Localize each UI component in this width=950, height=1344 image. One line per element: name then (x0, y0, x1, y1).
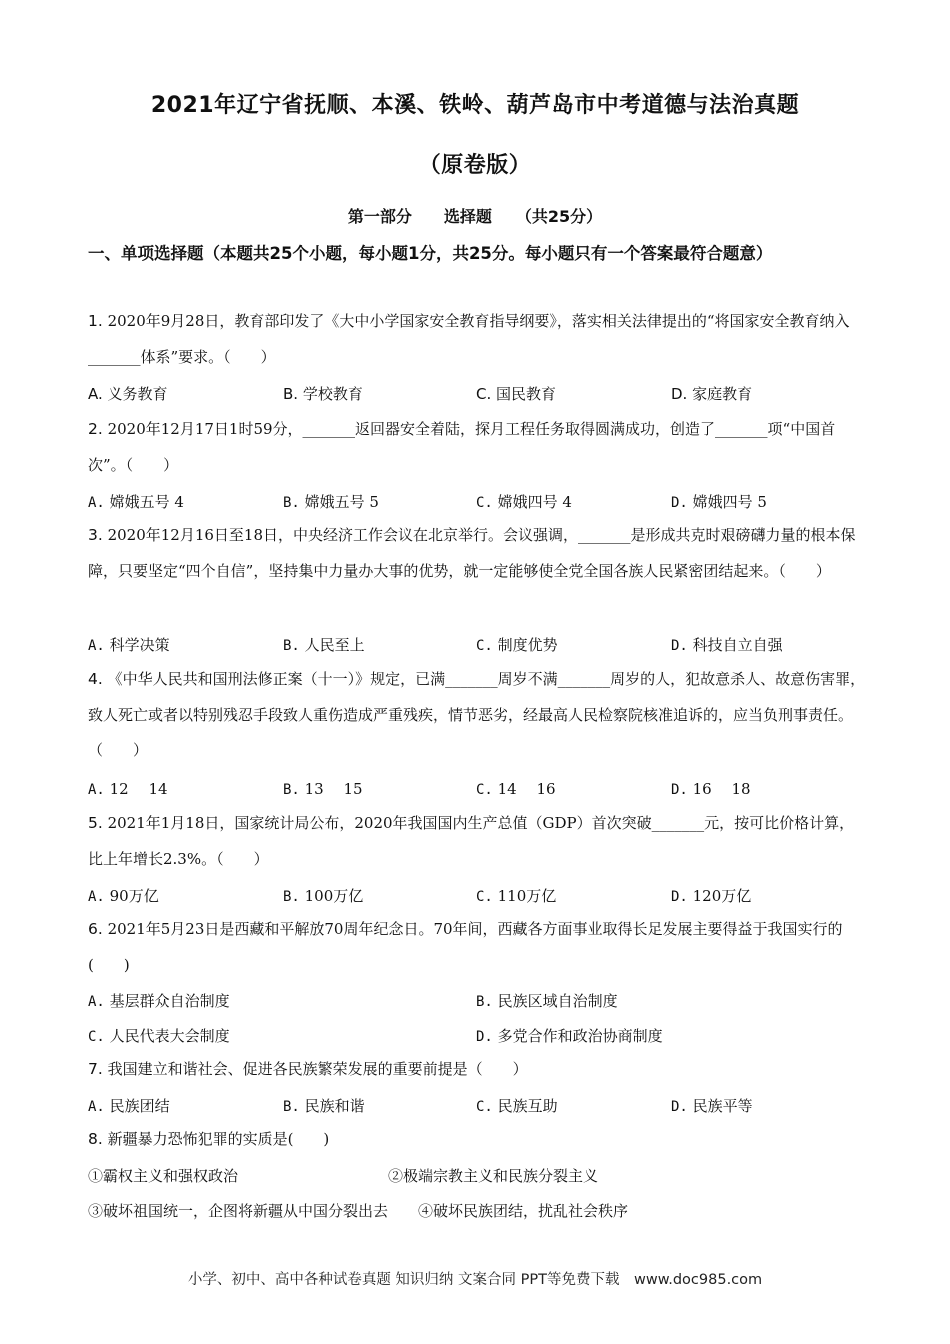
option-d: D. 科技自立自强 (671, 636, 783, 654)
option-b: B. 嫦娥五号 5 (283, 493, 379, 511)
question-4-options (88, 778, 868, 806)
option-c: C. 嫦娥四号 4 (476, 493, 572, 511)
question-8 (88, 1122, 868, 1158)
question-8-items-row1 (88, 1165, 868, 1193)
page-footer: 小学、初中、高中各种试卷真题 知识归纳 文案合同 PPT等免费下载 www.doc985.com (187, 1272, 763, 1288)
question-stem: 新疆暴力恐怖犯罪的实质是( ) (102, 1130, 330, 1148)
question-5-options (88, 885, 868, 913)
question-7 (88, 1052, 868, 1088)
question-2 (88, 412, 868, 483)
document-subtitle: （原卷版） (418, 153, 532, 178)
option-b: B. 13 15 (283, 780, 363, 798)
option-d: D. 家庭教育 (671, 385, 753, 403)
question-stem: 2021年1月18日，国家统计局公布，2020年我国国内生产总值（GDP）首次突破_______元，按可比价格计算，比上年增长2.3%。（ ） (88, 814, 855, 868)
statement-2: ②极端宗教主义和民族分裂主义 (388, 1167, 599, 1185)
question-number: 2. (88, 420, 103, 438)
option-c: C. 人民代表大会制度 (88, 1027, 230, 1045)
option-b: B. 100万亿 (283, 887, 364, 905)
statement-4: ④破坏民族团结，扰乱社会秩序 (418, 1202, 629, 1220)
question-stem: 2020年12月16日至18日，中央经济工作会议在北京举行。会议强调，_______是形成共克时艰磅礴力量的根本保障，只要坚定“四个自信”，坚持集中力量办大事的优势，就一定能够使全党全国各族人民紧密团结起来。（ ） (88, 526, 856, 580)
option-b: B. 学校教育 (283, 385, 363, 403)
question-number: 4. (88, 670, 103, 688)
option-a: A. 义务教育 (88, 385, 168, 403)
section-heading: 一、单项选择题（本题共25个小题，每小题1分，共25分。每小题只有一个答案最符合题意） (88, 244, 773, 263)
option-a: A. 嫦娥五号 4 (88, 493, 184, 511)
option-c: C. 制度优势 (476, 636, 558, 654)
question-2-options (88, 491, 868, 519)
question-number: 1. (88, 312, 103, 330)
question-6 (88, 912, 868, 983)
option-a: A. 90万亿 (88, 887, 159, 905)
question-stem: 2020年9月28日，教育部印发了《大中小学国家安全教育指导纲要》，落实相关法律提出的“将国家安全教育纳入_______体系”要求。（ ） (88, 312, 850, 366)
question-stem: 我国建立和谐社会、促进各民族繁荣发展的重要前提是（ ） (102, 1060, 528, 1078)
option-a: A. 12 14 (88, 780, 168, 798)
question-7-options (88, 1095, 868, 1123)
question-stem: 《中华人民共和国刑法修正案（十一）》规定，已满_______周岁不满_______周岁的人，犯故意杀人、故意伤害罪，致人死亡或者以特别残忍手段致人重伤造成严重残疾，情节恶劣，经最高人民检察院核准追诉的，应当负刑事责任。（ ） (88, 670, 866, 759)
question-5 (88, 806, 868, 877)
option-d: D. 16 18 (671, 780, 751, 798)
option-a: A. 民族团结 (88, 1097, 170, 1115)
option-c: C. 民族互助 (476, 1097, 558, 1115)
document-title: 2021年辽宁省抚顺、本溪、铁岭、葫芦岛市中考道德与法治真题 (150, 93, 800, 118)
option-b: B. 人民至上 (283, 636, 365, 654)
question-8-items-row2 (88, 1200, 868, 1228)
option-b: B. 民族和谐 (283, 1097, 365, 1115)
option-d: D. 民族平等 (671, 1097, 753, 1115)
question-number: 7. (88, 1060, 103, 1078)
question-3 (88, 518, 868, 589)
question-4 (88, 662, 868, 769)
question-3-options (88, 634, 868, 662)
question-1 (88, 304, 868, 375)
question-number: 8. (88, 1130, 103, 1148)
option-b: B. 民族区域自治制度 (476, 992, 618, 1010)
question-stem: 2020年12月17日1时59分，_______返回器安全着陆，探月工程任务取得圆满成功，创造了_______项“中国首次”。（ ） (88, 420, 836, 474)
option-c: C. 国民教育 (476, 385, 557, 403)
option-c: C. 14 16 (476, 780, 556, 798)
option-a: A. 基层群众自治制度 (88, 992, 230, 1010)
option-d: D. 多党合作和政治协商制度 (476, 1027, 663, 1045)
statement-3: ③破坏祖国统一，企图将新疆从中国分裂出去 (88, 1202, 389, 1220)
option-a: A. 科学决策 (88, 636, 170, 654)
question-number: 5. (88, 814, 103, 832)
part-heading: 第一部分 选择题 （共25分） (347, 207, 603, 226)
question-1-options (88, 383, 868, 411)
statement-1: ①霸权主义和强权政治 (88, 1167, 239, 1185)
question-stem: 2021年5月23日是西藏和平解放70周年纪念日。70年间，西藏各方面事业取得长足发展主要得益于我国实行的( ) (88, 920, 843, 974)
option-d: D. 嫦娥四号 5 (671, 493, 767, 511)
option-d: D. 120万亿 (671, 887, 752, 905)
option-c: C. 110万亿 (476, 887, 557, 905)
question-number: 3. (88, 526, 103, 544)
question-6-options-row1 (88, 990, 868, 1018)
question-6-options-row2 (88, 1025, 868, 1053)
question-number: 6. (88, 920, 103, 938)
